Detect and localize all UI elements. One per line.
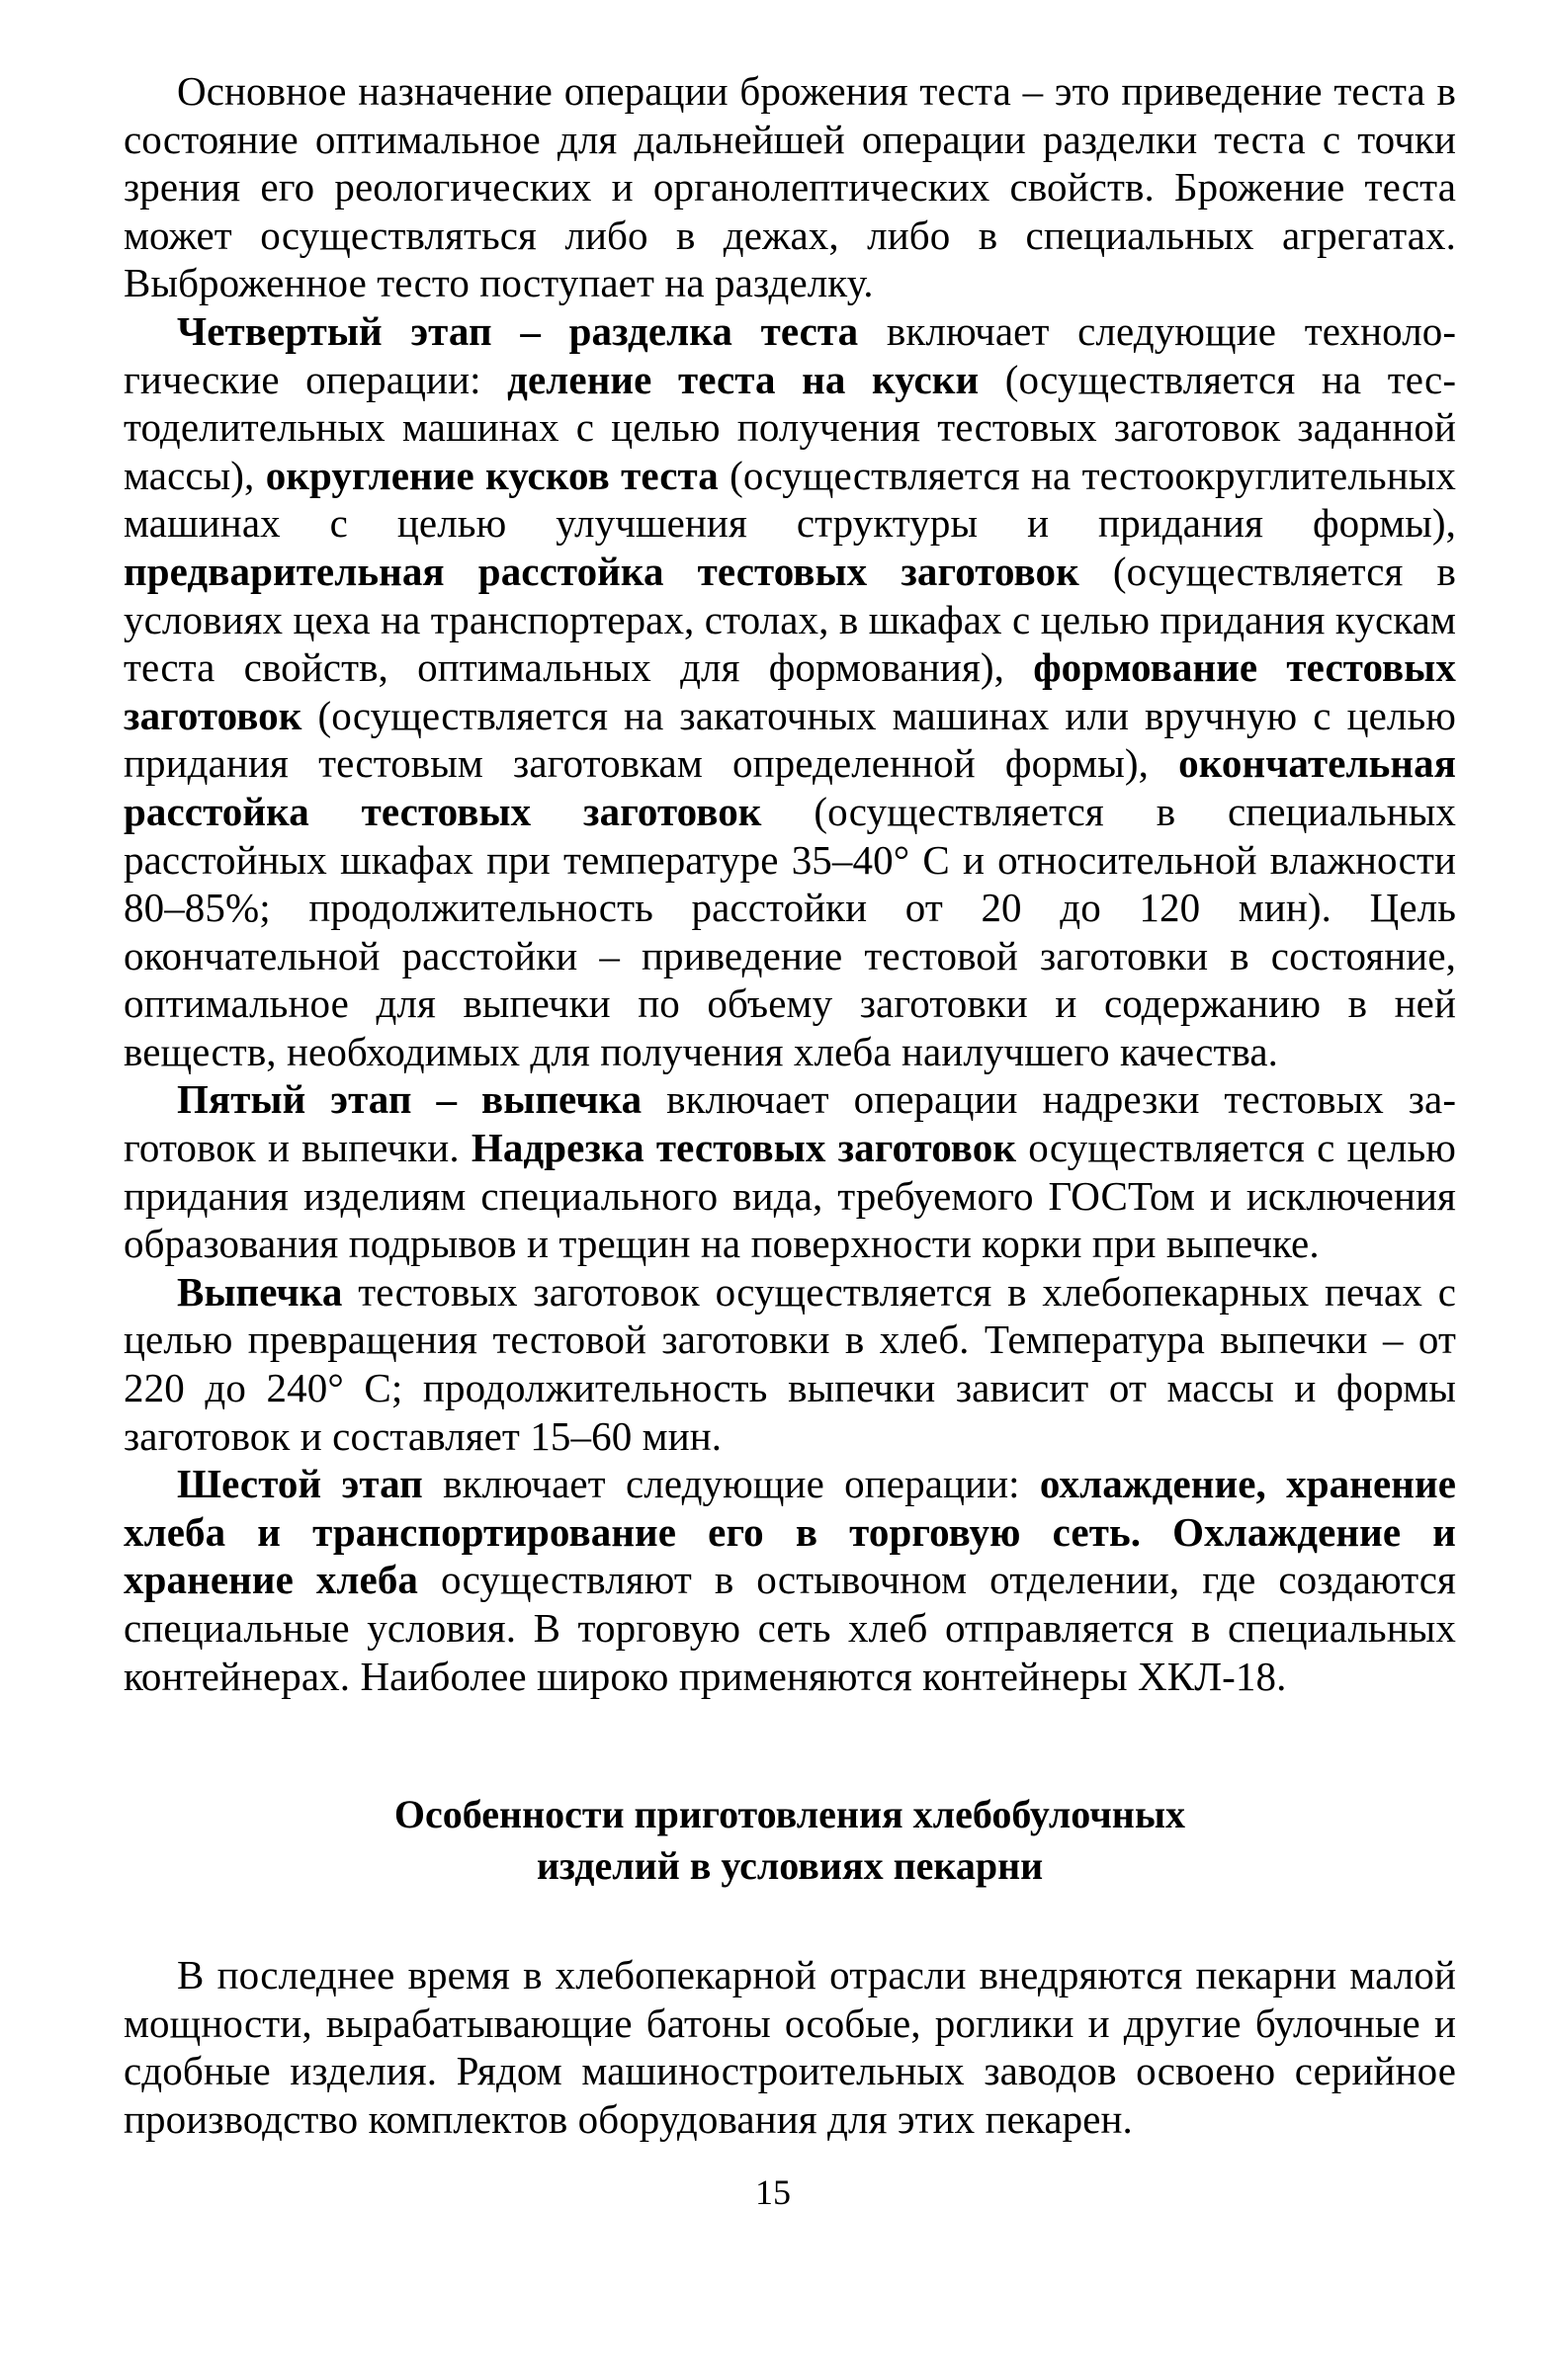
text-run: (осуществляется на закаточных машинах или вручную с целью придания тестовым заготовкам определенной формы),	[124, 692, 1456, 787]
bold-term: формование тестовых заготовок	[124, 644, 1456, 738]
text-run: (осуществляется в специальных расстойных шкафах при температуре 35–40° С и относительной влажности 80–85%; продолжительность расстойки от 20 до 120 мин). Цель окончательной расстойки – приведение тестовой заготовки в состояние, оптимальное для выпечки по объему заготовки и содержанию в ней веществ, необходимых для получения хлеба наилучшего качества.	[124, 788, 1456, 1074]
text-run: (осуществляется в условиях цеха на транспортерах, столах, в шкафах с целью придания кускам теста свойств, оптимальных для формования),	[124, 548, 1456, 691]
bold-term: Четвертый этап – разделка теста	[177, 307, 859, 354]
paragraph	[124, 307, 1456, 1076]
bold-term: предварительная расстойка тестовых заготовок	[124, 548, 1079, 594]
bold-term: Пятый этап – выпечка	[177, 1076, 643, 1123]
text-run: (осуществляется на тестоокруглительных машинах с целью улучшения структуры и придания формы),	[124, 452, 1457, 547]
section-heading	[124, 1789, 1456, 1892]
text-run: Основное назначение операции брожения теста – это приведение теста в состояние оптимальное для дальнейшей операции разделки теста с точки зрения его реологических и органолептических свойств. Брожение теста может осуществляться либо в дежах, либо в специальных агрегатах. Выброженное тесто поступает на разделку.	[124, 68, 1456, 306]
text-run: включает операции надрезки тестовых заготовок и выпечки.	[124, 1076, 1456, 1171]
paragraph	[124, 1460, 1456, 1700]
text-run: осуществляется с целью придания изделиям специального вида, требуемого ГОСТом и исключения образования подрывов и трещин на поверхности корки при выпечке.	[124, 1125, 1456, 1267]
bold-term: Надрезка тестовых заготовок	[471, 1125, 1017, 1171]
paragraph	[124, 67, 1456, 307]
closing-paragraph: В последнее время в хлебопекарной отрасли внедряются пекарни малой мощности, вырабатывающие батоны особые, роглики и другие булочные и сдобные изделия. Рядом машиностроительных заводов освоено серийное производство комплектов оборудования для этих пекарен.	[124, 1952, 1456, 2142]
paragraph	[124, 1075, 1456, 1267]
bold-term: округление кусков теста	[265, 452, 719, 498]
bold-term: охлаждение, хранение хлеба и транспортирование его в торговую сеть. Охлаждение и хранение хлеба	[124, 1461, 1456, 1603]
bold-term: Шестой этап	[177, 1461, 423, 1507]
text-run: включает следующие операции:	[422, 1461, 1040, 1507]
text-run: тестовых заготовок осуществляется в хлебопекарных печах с целью превращения тестовой заготовки в хлеб. Температура выпечки – от 220 до 240° С; продолжительность выпечки зависит от массы и формы заготовок и составляет 15–60 мин.	[124, 1268, 1456, 1459]
page-body	[124, 67, 1456, 2144]
text-run: включает следующие технологические операции:	[124, 307, 1457, 402]
paragraph	[124, 1268, 1456, 1460]
text-run: (осуществляется на тестоделительных машинах с целью получения тестовых заготовок заданной массы),	[124, 356, 1456, 498]
body-text	[124, 67, 1456, 1700]
bold-term: деление теста на куски	[507, 356, 980, 402]
page-number: 15	[755, 2172, 791, 2212]
bold-term: Выпечка	[177, 1268, 343, 1315]
bold-term: окончательная расстойка тестовых заготовок	[124, 740, 1456, 834]
section-heading-line-1: Особенности приготовления хлебобулочных	[393, 1792, 1186, 1837]
section-heading-line-2: изделий в условиях пекарни	[536, 1843, 1044, 1889]
text-run: осуществляют в остывочном отделении, где создаются специальные условия. В торговую сеть хлеб отправляется в специальных контейнерах. Наиболее широко применяются контейнеры ХКЛ-18.	[124, 1557, 1456, 1699]
